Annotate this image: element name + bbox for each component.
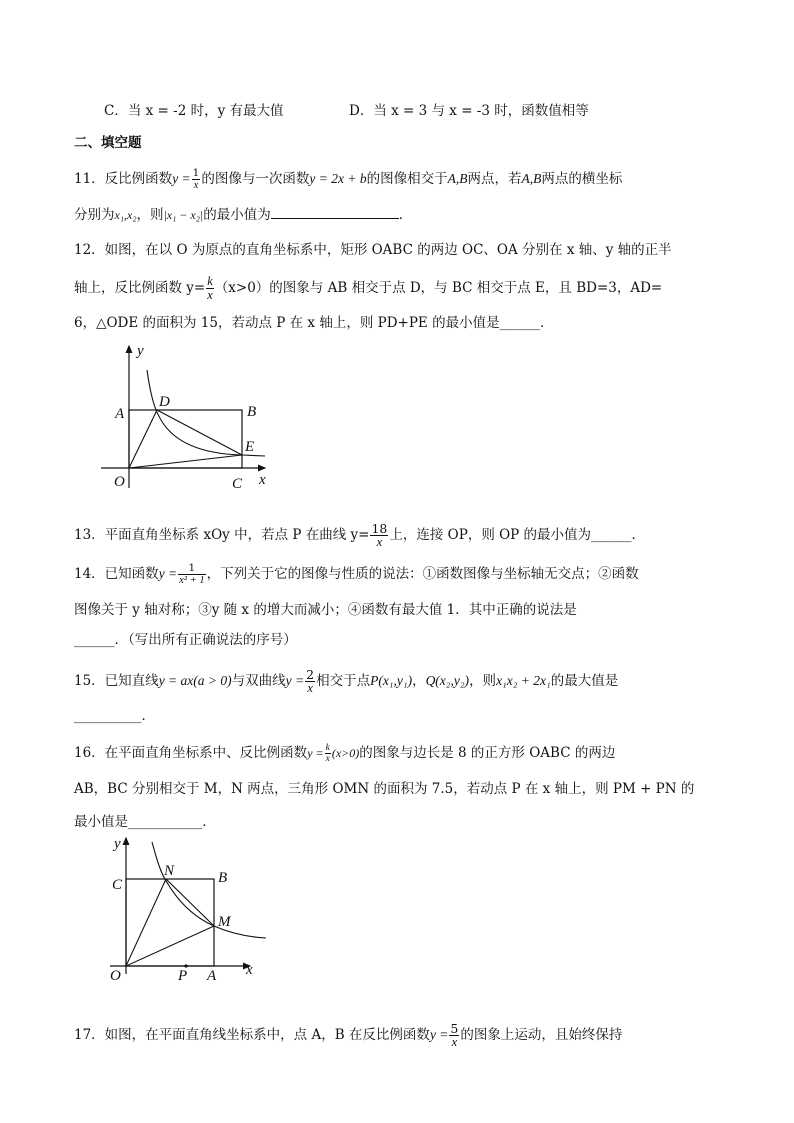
q17-line: 17．如图，在平面直角线坐标系中，点 A，B 在反比例函数y = $\frac{5}{x}$ 的图象上运动，且始终保持 [74,1021,623,1049]
option-c: C．当 x = -2 时，y 有最大值 [104,103,284,119]
q16-label-n: N [164,863,175,879]
q11-line2: 分别为x₁,x₂，则|x₁ − x₂|的最小值为 ． [74,204,412,225]
q12-line3: 6，△ODE 的面积为 15，若动点 P 在 x 轴上，则 PD+PE 的最小值是______． [74,315,554,331]
q12-label-o: O [114,474,125,490]
q13-line: 13．平面直角坐标系 xOy 中，若点 P 在曲线 y= $\frac{18}{x}$ 上，连接 OP，则 OP 的最小值为______． [74,521,646,549]
q12-label-a: A [115,406,125,422]
q12-label-y: y [137,343,144,359]
q11-answer-blank[interactable] [271,204,399,219]
q11-line1: 11．反比例函数y = $\frac{1}{x}$ 的图像与一次函数y = 2x + b的图像相交于A,B两点，若A,B两点的横坐标 [74,167,623,191]
q12-figure [95,338,285,498]
q12-line1: 12．如图，在以 O 为原点的直角坐标系中，矩形 OABC 的两边 OC、OA 分别在 x 轴、y 轴的正半 [74,242,672,258]
q16-segment-on [126,879,166,966]
q16-square [126,879,214,966]
q12-label-d: D [159,394,170,410]
option-d: D．当 x = 3 与 x = -3 时，函数值相等 [349,103,589,119]
q15-line1: 15．已知直线y = ax(a > 0)与双曲线y = $\frac{2}{x}$ 相交于点P(x₁,y₁)，Q(x₂,y₂)，则x₁x₂ + 2x₁的最大值是 [74,667,619,695]
q16-line3: 最小值是___________． [74,814,216,830]
q12-line2: 轴上，反比例函数 y= $\frac{k}{x}$ （x>0）的图象与 AB 相交于点 D，与 BC 相交于点 E，且 BD=3，AD= [74,274,663,302]
q14-line1: 14．已知函数y = $\frac{1}{\text{x² + 1}}$ ，下列关于它的图像与性质的说法：①函数图像与坐标轴无交点；②函数 [74,562,639,586]
q12-segment-od [129,410,157,468]
q16-label-c: C [112,877,123,893]
q14-line2: 图像关于 y 轴对称；③y 随 x 的增大而减小；④函数有最大值 1．其中正确的说法是 [74,602,577,618]
q16-segment-nm [166,879,214,926]
q16-label-y: y [114,836,121,852]
q16-label-a: A [207,968,217,984]
q12-label-x: x [259,472,266,488]
q16-label-m: M [218,914,231,930]
q12-segment-oe [129,455,242,468]
q16-line2: AB，BC 分别相交于 M，N 两点，三角形 OMN 的面积为 7.5，若动点 P 在 x 轴上，则 PM + PN 的 [74,781,695,797]
q16-label-b: B [218,870,228,886]
q16-label-p: P [178,968,188,984]
q12-label-e: E [245,439,255,455]
q16-label-o: O [110,968,121,984]
q12-rectangle [129,410,242,468]
q16-figure [100,834,280,984]
q16-hyperbola [152,842,266,938]
q12-label-c: C [232,476,243,492]
q14-line3: ______．（写出所有正确说法的序号） [74,632,297,648]
q15-line2: __________． [74,708,155,724]
q12-label-b: B [247,404,257,420]
q16-label-x: x [246,962,253,978]
q16-segment-om [126,926,214,966]
section-heading: 二、填空题 [74,135,142,151]
q16-line1: 16．在平面直角坐标系中、反比例函数y = $\frac{k}{x}$ (x>0)的图象与边长是 8 的正方形 OABC 的两边 [74,743,616,764]
